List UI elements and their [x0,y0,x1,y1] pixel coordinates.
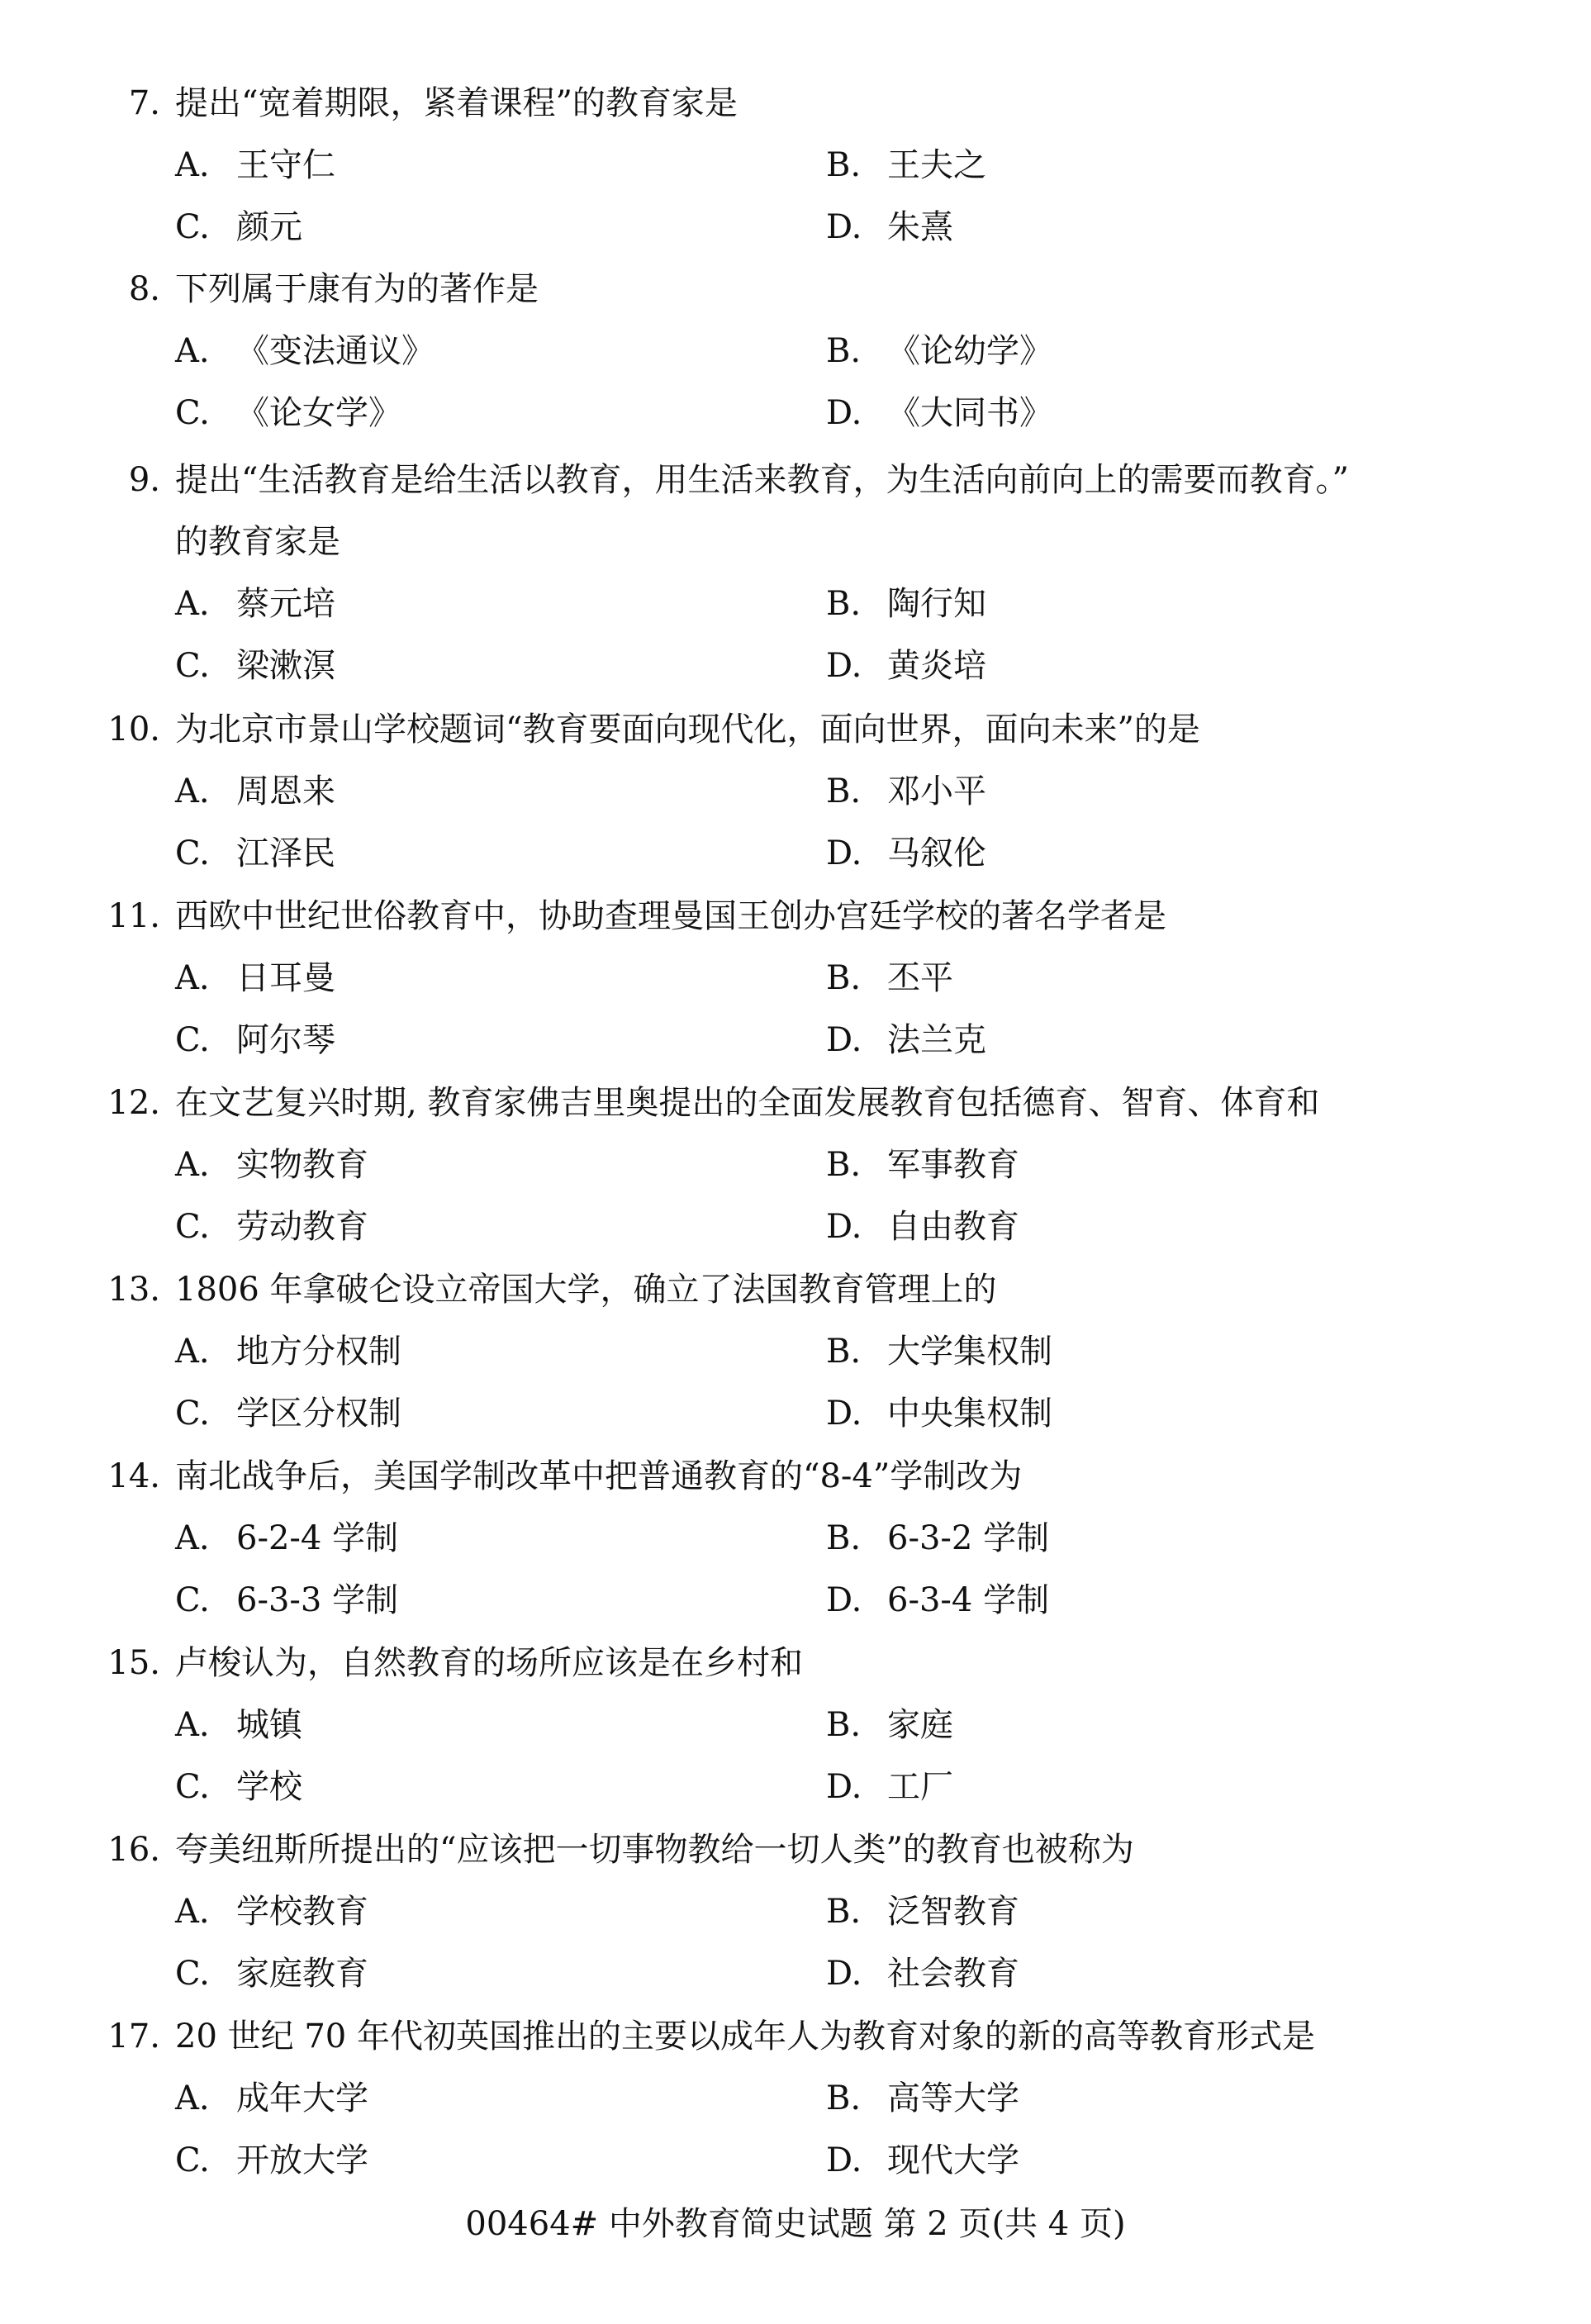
option-b [826,2068,1019,2130]
question-stem-continued [0,511,1591,573]
option-d [826,1570,1049,1632]
option-text: 地方分权制 [236,1333,401,1371]
question-15 [0,1633,1591,1818]
option-row [0,1134,1591,1196]
option-letter: B. [826,1146,862,1184]
option-letter: C. [175,834,210,872]
option-letter: D. [826,1955,862,1993]
option-row [0,761,1591,823]
question-number: 13. [107,1271,160,1309]
option-c [175,383,401,444]
option-text: 成年大学 [236,2079,368,2117]
option-c [175,1943,368,2005]
question-number: 12. [107,1084,160,1122]
question-text: 1806 年拿破仑设立帝国大学，确立了法国教育管理上的 [175,1271,997,1309]
option-letter: A. [175,1146,210,1184]
option-letter: D. [826,394,862,432]
option-letter: B. [826,1893,862,1931]
page-footer: 00464# 中外教育简史试题 第 2 页(共 4 页) [465,2205,1126,2243]
option-text: 6-3-4 学制 [887,1581,1050,1619]
option-row [0,635,1591,697]
question-text: 20 世纪 70 年代初英国推出的主要以成年人为教育对象的新的高等教育形式是 [175,2017,1315,2055]
option-c [175,1196,368,1258]
question-text-continued: 的教育家是 [175,523,340,561]
option-text: 城镇 [236,1706,302,1744]
option-text: 朱熹 [887,208,953,246]
option-a [175,135,335,197]
option-c [175,635,335,697]
question-text: 卢梭认为，自然教育的场所应该是在乡村和 [175,1644,803,1682]
option-row [0,1694,1591,1756]
option-letter: A. [175,1893,210,1931]
option-row [0,1570,1591,1632]
option-text: 工厂 [887,1768,953,1806]
option-text: 《论幼学》 [887,332,1052,370]
option-d [826,1943,1019,2005]
option-text: 6-3-2 学制 [887,1519,1050,1557]
option-row [0,1881,1591,1943]
question-number: 17. [107,2017,160,2055]
option-text: 王夫之 [887,146,986,184]
question-7 [0,73,1591,259]
option-row [0,135,1591,197]
option-a [175,1881,368,1943]
question-number: 16. [107,1831,160,1869]
question-number: 10. [107,711,160,749]
option-letter: B. [826,1706,862,1744]
option-b [826,1321,1052,1383]
question-11 [0,886,1591,1072]
option-text: 学校教育 [236,1893,368,1931]
option-a [175,321,435,383]
option-row [0,1321,1591,1383]
option-text: 黄炎培 [887,647,986,685]
option-b [826,573,986,635]
question-number: 7. [128,84,160,122]
option-row [0,573,1591,635]
option-letter: A. [175,772,210,810]
option-row [0,321,1591,383]
question-9 [0,449,1591,697]
option-text: 梁漱溟 [236,647,335,685]
question-8 [0,259,1591,444]
option-letter: A. [175,1706,210,1744]
option-text: 家庭 [887,1706,953,1744]
question-stem [0,886,1591,948]
question-text: 下列属于康有为的著作是 [175,270,539,308]
option-letter: A. [175,1519,210,1557]
question-text: 为北京市景山学校题词“教育要面向现代化，面向世界，面向未来”的是 [175,711,1200,749]
question-number: 11. [107,897,160,935]
option-text: 自由教育 [887,1208,1019,1246]
option-letter: B. [826,2079,862,2117]
option-b [826,948,953,1010]
option-row [0,2130,1591,2192]
option-b [826,1134,1019,1196]
option-d [826,1756,953,1818]
question-text: 在文艺复兴时期, 教育家佛吉里奥提出的全面发展教育包括德育、智育、体育和 [175,1084,1320,1122]
question-17 [0,2006,1591,2192]
option-text: 阿尔琴 [236,1021,335,1059]
option-b [826,135,986,197]
option-text: 日耳曼 [236,959,335,997]
option-text: 江泽民 [236,834,335,872]
option-letter: C. [175,2141,210,2179]
option-letter: C. [175,1768,210,1806]
question-12 [0,1072,1591,1258]
option-text: 马叙伦 [887,834,986,872]
question-stem [0,73,1591,135]
option-letter: D. [826,1021,862,1059]
option-text: 王守仁 [236,146,335,184]
option-text: 邓小平 [887,772,986,810]
option-letter: C. [175,208,210,246]
option-text: 《变法通议》 [236,332,435,370]
option-a [175,1694,302,1756]
question-stem [0,1633,1591,1694]
option-c [175,1756,302,1818]
option-b [826,1881,1019,1943]
option-b [826,1508,1049,1570]
option-c [175,1010,335,1072]
option-text: 泛智教育 [887,1893,1019,1931]
option-text: 高等大学 [887,2079,1019,2117]
option-a [175,2068,368,2130]
option-text: 6-2-4 学制 [236,1519,399,1557]
option-a [175,948,335,1010]
option-letter: A. [175,2079,210,2117]
option-text: 颜元 [236,208,302,246]
option-c [175,1570,398,1632]
option-letter: A. [175,585,210,623]
option-row [0,1196,1591,1258]
option-letter: C. [175,1581,210,1619]
question-14 [0,1446,1591,1632]
option-d [826,823,986,885]
option-c [175,823,335,885]
option-d [826,383,1052,444]
question-stem [0,699,1591,761]
option-b [826,321,1052,383]
option-text: 军事教育 [887,1146,1019,1184]
option-text: 蔡元培 [236,585,335,623]
question-number: 14. [107,1457,160,1495]
option-text: 周恩来 [236,772,335,810]
question-stem [0,1259,1591,1321]
option-row [0,1943,1591,2005]
option-a [175,1508,398,1570]
option-letter: B. [826,146,862,184]
question-stem [0,2006,1591,2068]
question-stem [0,1446,1591,1508]
option-text: 社会教育 [887,1955,1019,1993]
option-text: 学校 [236,1768,302,1806]
option-c [175,197,302,259]
option-letter: D. [826,1208,862,1246]
option-letter: D. [826,208,862,246]
question-text: 南北战争后，美国学制改革中把普通教育的“8-4”学制改为 [175,1457,1023,1495]
option-d [826,1196,1019,1258]
option-text: 大学集权制 [887,1333,1052,1371]
option-letter: C. [175,1021,210,1059]
question-number: 8. [128,270,160,308]
option-letter: B. [826,1333,862,1371]
question-text: 夸美纽斯所提出的“应该把一切事物教给一切人类”的教育也被称为 [175,1831,1134,1869]
option-text: 实物教育 [236,1146,368,1184]
question-text: 西欧中世纪世俗教育中，协助查理曼国王创办宫廷学校的著名学者是 [175,897,1166,935]
option-text: 家庭教育 [236,1955,368,1993]
option-d [826,1383,1052,1445]
option-d [826,197,953,259]
option-letter: A. [175,959,210,997]
option-letter: D. [826,2141,862,2179]
option-row [0,383,1591,444]
option-a [175,573,335,635]
question-text: 提出“生活教育是给生活以教育，用生活来教育，为生活向前向上的需要而教育。” [175,461,1349,499]
option-text: 《论女学》 [236,394,401,432]
option-d [826,1010,986,1072]
option-row [0,1508,1591,1570]
option-text: 6-3-3 学制 [236,1581,399,1619]
option-text: 劳动教育 [236,1208,368,1246]
option-letter: C. [175,1395,210,1433]
option-letter: C. [175,1208,210,1246]
option-text: 中央集权制 [887,1395,1052,1433]
option-b [826,761,986,823]
option-row [0,1383,1591,1445]
question-number: 15. [107,1644,160,1682]
option-row [0,1756,1591,1818]
question-stem [0,1819,1591,1881]
option-letter: B. [826,585,862,623]
option-a [175,1321,401,1383]
option-text: 开放大学 [236,2141,368,2179]
option-c [175,2130,368,2192]
option-letter: B. [826,959,862,997]
option-letter: D. [826,647,862,685]
option-letter: D. [826,1395,862,1433]
option-letter: D. [826,834,862,872]
question-stem [0,449,1591,511]
option-letter: A. [175,1333,210,1371]
option-letter: B. [826,772,862,810]
option-d [826,2130,1019,2192]
option-row [0,823,1591,885]
question-10 [0,699,1591,885]
option-text: 现代大学 [887,2141,1019,2179]
option-c [175,1383,401,1445]
option-row [0,1010,1591,1072]
option-row [0,2068,1591,2130]
option-letter: A. [175,146,210,184]
question-text: 提出“宽着期限，紧着课程”的教育家是 [175,84,738,122]
option-text: 丕平 [887,959,953,997]
option-text: 《大同书》 [887,394,1052,432]
option-text: 陶行知 [887,585,986,623]
option-text: 学区分权制 [236,1395,401,1433]
question-16 [0,1819,1591,2005]
option-letter: C. [175,1955,210,1993]
option-row [0,197,1591,259]
option-d [826,635,986,697]
option-letter: D. [826,1581,862,1619]
option-text: 法兰克 [887,1021,986,1059]
option-letter: C. [175,647,210,685]
option-letter: A. [175,332,210,370]
option-a [175,761,335,823]
question-stem [0,1072,1591,1134]
option-letter: B. [826,332,862,370]
option-letter: C. [175,394,210,432]
option-b [826,1694,953,1756]
question-13 [0,1259,1591,1445]
option-row [0,948,1591,1010]
question-number: 9. [128,461,160,499]
question-stem [0,259,1591,321]
option-letter: B. [826,1519,862,1557]
option-letter: D. [826,1768,862,1806]
option-a [175,1134,368,1196]
